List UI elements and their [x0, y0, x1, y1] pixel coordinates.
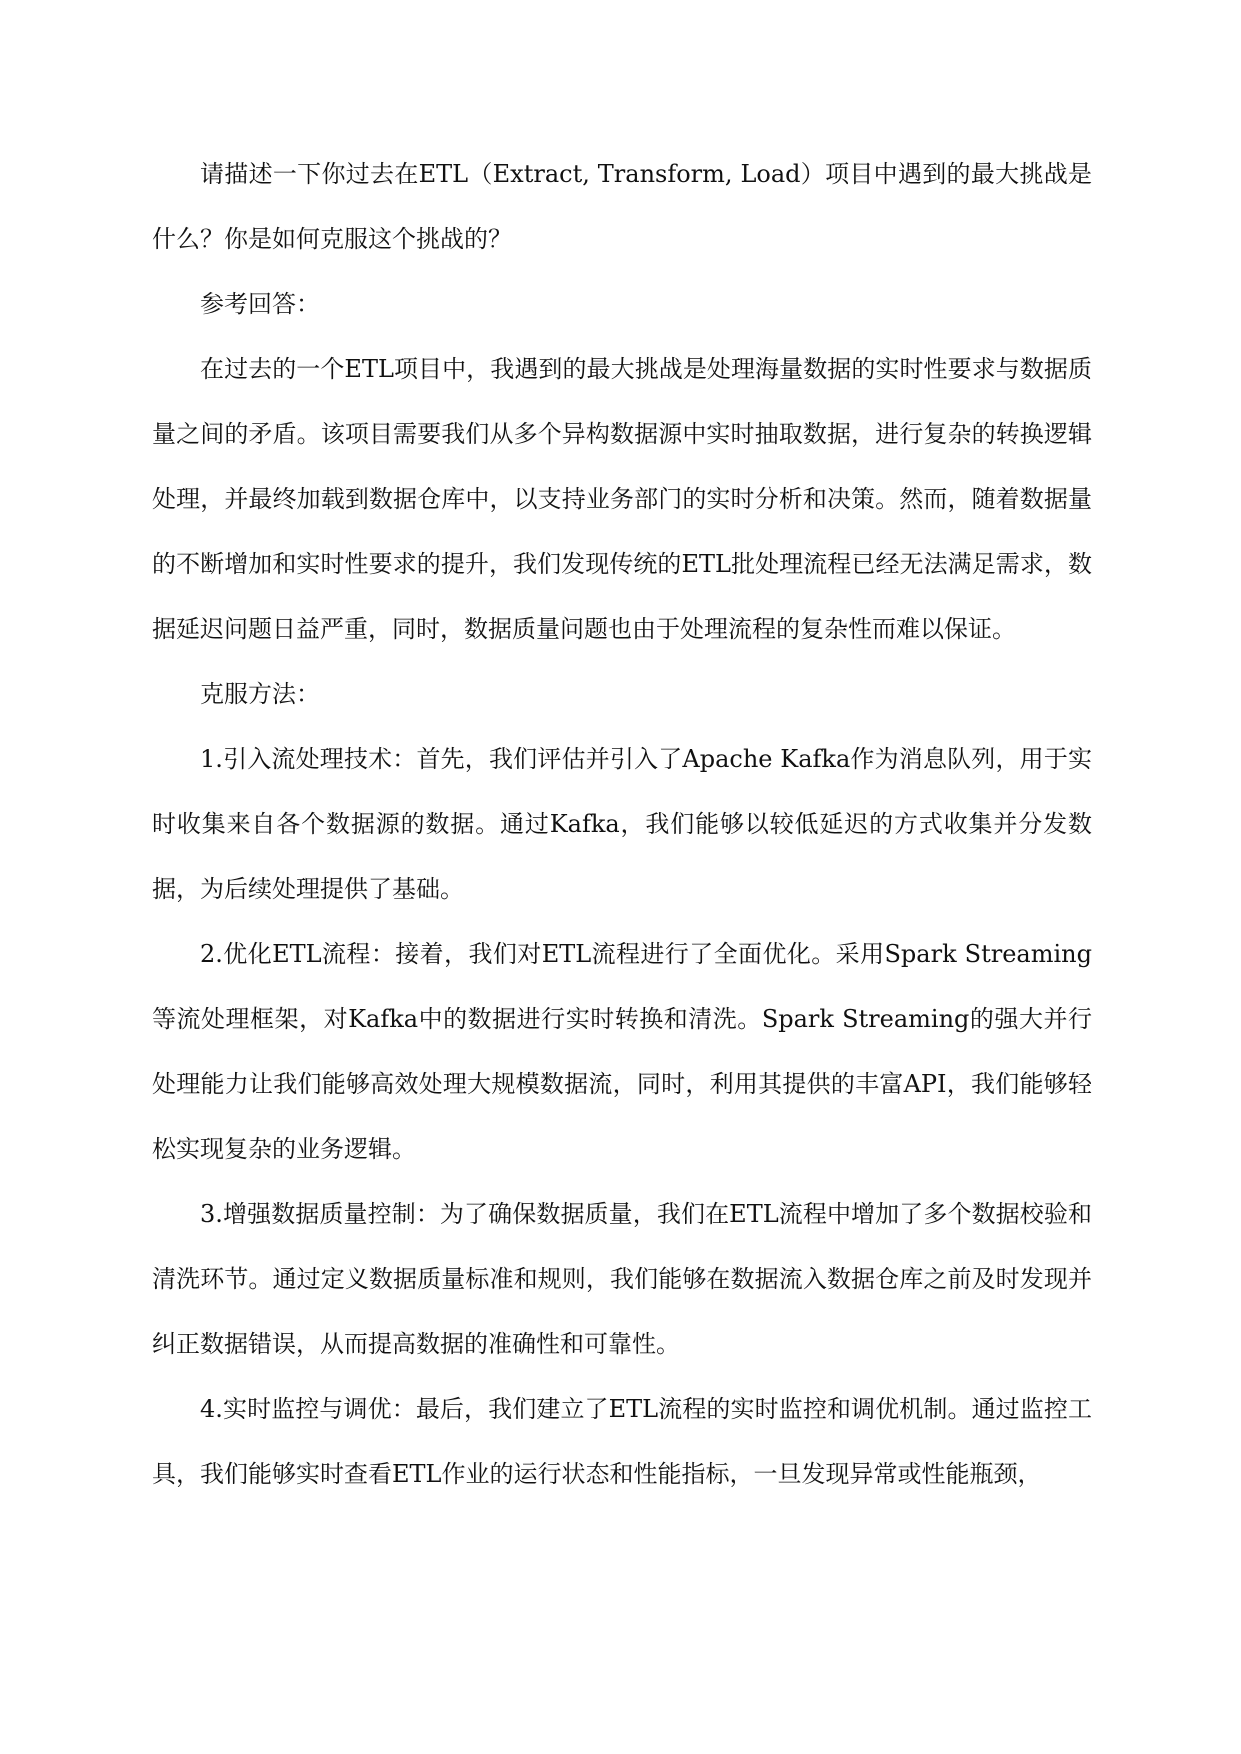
method-item-3: 3.增强数据质量控制：为了确保数据质量，我们在ETL流程中增加了多个数据校验和清洗环节。通过定义数据质量标准和规则，我们能够在数据流入数据仓库之前及时发现并纠正数据错误，从而提高数据的准确性和可靠性。 — [152, 1200, 1092, 1358]
method-item-1: 1.引入流处理技术：首先，我们评估并引入了Apache Kafka作为消息队列，用于实时收集来自各个数据源的数据。通过Kafka，我们能够以较低延迟的方式收集并分发数据，为后续处理提供了基础。 — [152, 745, 1092, 903]
methods-heading: 克服方法： — [200, 680, 320, 708]
answer-heading: 参考回答： — [200, 290, 320, 318]
question-paragraph: 请描述一下你过去在ETL（Extract, Transform, Load）项目中遇到的最大挑战是什么？你是如何克服这个挑战的？ — [152, 160, 1092, 253]
method-item-4: 4.实时监控与调优：最后，我们建立了ETL流程的实时监控和调优机制。通过监控工具，我们能够实时查看ETL作业的运行状态和性能指标，一旦发现异常或性能瓶颈， — [152, 1395, 1092, 1488]
method-item-2: 2.优化ETL流程：接着，我们对ETL流程进行了全面优化。采用Spark Streaming等流处理框架，对Kafka中的数据进行实时转换和清洗。Spark Streaming的强大并行处理能力让我们能够高效处理大规模数据流，同时，利用其提供的丰富API，我们能够轻松实现复杂的业务逻辑。 — [152, 940, 1092, 1163]
answer-intro-paragraph: 在过去的一个ETL项目中，我遇到的最大挑战是处理海量数据的实时性要求与数据质量之间的矛盾。该项目需要我们从多个异构数据源中实时抽取数据，进行复杂的转换逻辑处理，并最终加载到数据仓库中，以支持业务部门的实时分析和决策。然而，随着数据量的不断增加和实时性要求的提升，我们发现传统的ETL批处理流程已经无法满足需求，数据延迟问题日益严重，同时，数据质量问题也由于处理流程的复杂性而难以保证。 — [152, 355, 1092, 643]
document-body — [152, 142, 1092, 1507]
